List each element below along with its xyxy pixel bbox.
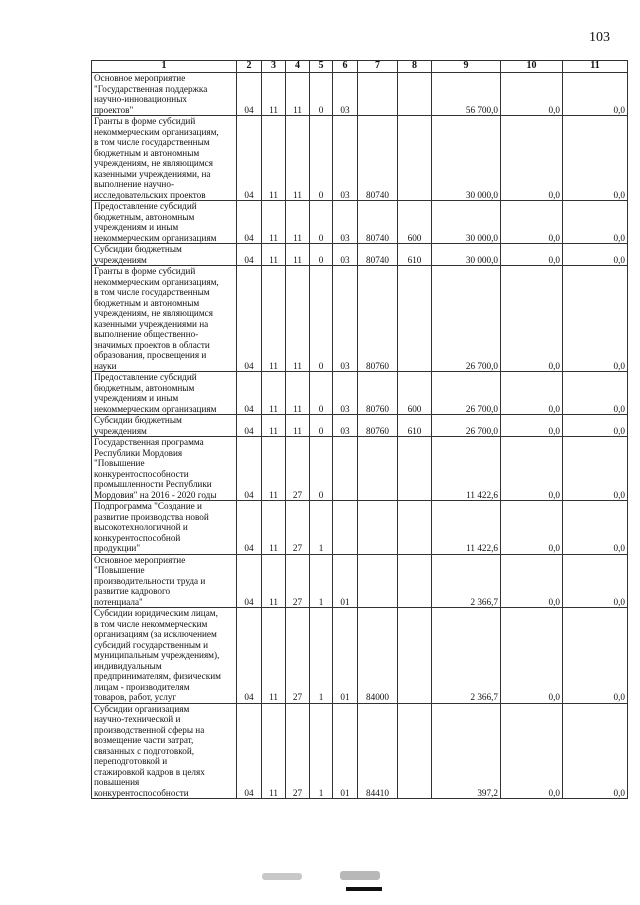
column-header-11: 11 (563, 61, 628, 73)
row-description: Предоставление субсидий бюджетным, автономным учреждениям и иным некоммерческим организациям (92, 372, 237, 415)
cell-c7: 80740 (358, 116, 398, 201)
table-row (92, 266, 628, 372)
cell-c4: 27 (286, 501, 310, 555)
cell-c5: 0 (310, 201, 333, 244)
cell-c6: 03 (333, 415, 358, 437)
row-description: Субсидии организациям научно-технической и производственной сферы на возмещение части затрат, связанных с подготовкой, переподготовкой и стажировкой кадров в целях повышения конкурентоспособности (92, 703, 237, 799)
cell-c9: 30 000,0 (432, 116, 501, 201)
cell-c3: 11 (262, 415, 286, 437)
column-header-6: 6 (333, 61, 358, 73)
cell-c7: 80760 (358, 266, 398, 372)
cell-c2: 04 (237, 372, 262, 415)
cell-c2: 04 (237, 703, 262, 799)
cell-c5: 0 (310, 372, 333, 415)
cell-c11: 0,0 (563, 501, 628, 555)
table-row (92, 501, 628, 555)
cell-c10: 0,0 (501, 501, 563, 555)
column-header-8: 8 (398, 61, 432, 73)
cell-c5: 1 (310, 703, 333, 799)
cell-c9: 30 000,0 (432, 244, 501, 266)
cell-c2: 04 (237, 437, 262, 501)
cell-c3: 11 (262, 201, 286, 244)
cell-c9: 11 422,6 (432, 501, 501, 555)
table-header-row (92, 61, 628, 73)
column-header-2: 2 (237, 61, 262, 73)
cell-c3: 11 (262, 608, 286, 704)
cell-c6: 01 (333, 608, 358, 704)
row-description: Субсидии бюджетным учреждениям (92, 244, 237, 266)
cell-c9: 11 422,6 (432, 437, 501, 501)
cell-c11: 0,0 (563, 415, 628, 437)
cell-c10: 0,0 (501, 73, 563, 116)
cell-c10: 0,0 (501, 372, 563, 415)
cell-c3: 11 (262, 116, 286, 201)
cell-c4: 11 (286, 73, 310, 116)
cell-c9: 397,2 (432, 703, 501, 799)
column-header-9: 9 (432, 61, 501, 73)
cell-c5: 0 (310, 266, 333, 372)
cell-c11: 0,0 (563, 703, 628, 799)
cell-c8 (398, 608, 432, 704)
cell-c6: 03 (333, 244, 358, 266)
cell-c11: 0,0 (563, 266, 628, 372)
row-description: Предоставление субсидий бюджетным, автономным учреждениям и иным некоммерческим организациям (92, 201, 237, 244)
cell-c8: 600 (398, 372, 432, 415)
cell-c4: 11 (286, 201, 310, 244)
cell-c11: 0,0 (563, 244, 628, 266)
table-row (92, 201, 628, 244)
cell-c5: 0 (310, 73, 333, 116)
cell-c9: 30 000,0 (432, 201, 501, 244)
table-row (92, 437, 628, 501)
cell-c8 (398, 703, 432, 799)
cell-c11: 0,0 (563, 608, 628, 704)
cell-c5: 1 (310, 501, 333, 555)
cell-c4: 11 (286, 266, 310, 372)
cell-c11: 0,0 (563, 73, 628, 116)
cell-c6 (333, 437, 358, 501)
cell-c2: 04 (237, 73, 262, 116)
row-description: Государственная программа Республики Мордовия "Повышение конкурентоспособности промышленности Республики Мордовия" на 2016 - 2020 годы (92, 437, 237, 501)
cell-c6: 03 (333, 372, 358, 415)
column-header-4: 4 (286, 61, 310, 73)
table-body (92, 73, 628, 799)
cell-c3: 11 (262, 73, 286, 116)
cell-c8 (398, 501, 432, 555)
cell-c10: 0,0 (501, 116, 563, 201)
cell-c5: 0 (310, 437, 333, 501)
row-description: Субсидии юридическим лицам, в том числе некоммерческим организациям (за исключением субсидий государственным и муниципальным учреждениям), индивидуальным предпринимателям, физическим лицам - производителям товаров, работ, услуг (92, 608, 237, 704)
cell-c2: 04 (237, 501, 262, 555)
table-row (92, 415, 628, 437)
cell-c5: 1 (310, 608, 333, 704)
cell-c7: 80760 (358, 372, 398, 415)
cell-c5: 0 (310, 415, 333, 437)
cell-c2: 04 (237, 608, 262, 704)
row-description: Гранты в форме субсидий некоммерческим организациям, в том числе государственным бюджетным и автономным учреждениям, не являющимся казенными учреждениями на выполнение общественно- значимых проектов в области образования, просвещения и науки (92, 266, 237, 372)
table-row (92, 73, 628, 116)
cell-c6: 03 (333, 201, 358, 244)
budget-table (91, 60, 628, 799)
cell-c4: 11 (286, 415, 310, 437)
cell-c4: 27 (286, 437, 310, 501)
cell-c6: 03 (333, 73, 358, 116)
cell-c6 (333, 501, 358, 555)
cell-c8: 610 (398, 244, 432, 266)
column-header-3: 3 (262, 61, 286, 73)
table-row (92, 608, 628, 704)
column-header-5: 5 (310, 61, 333, 73)
cell-c5: 0 (310, 116, 333, 201)
row-description: Основное мероприятие "Государственная поддержка научно-инновационных проектов" (92, 73, 237, 116)
column-header-10: 10 (501, 61, 563, 73)
cell-c4: 27 (286, 554, 310, 608)
cell-c8 (398, 73, 432, 116)
cell-c7 (358, 437, 398, 501)
cell-c10: 0,0 (501, 554, 563, 608)
cell-c3: 11 (262, 372, 286, 415)
cell-c7: 84410 (358, 703, 398, 799)
cell-c6: 01 (333, 703, 358, 799)
cell-c9: 2 366,7 (432, 608, 501, 704)
cell-c6: 01 (333, 554, 358, 608)
table-row (92, 116, 628, 201)
cell-c2: 04 (237, 415, 262, 437)
cell-c8 (398, 437, 432, 501)
cell-c8 (398, 554, 432, 608)
cell-c9: 26 700,0 (432, 415, 501, 437)
cell-c8: 600 (398, 201, 432, 244)
cell-c5: 0 (310, 244, 333, 266)
cell-c3: 11 (262, 437, 286, 501)
cell-c11: 0,0 (563, 437, 628, 501)
row-description: Основное мероприятие "Повышение производительности труда и развитие кадрового потенциала" (92, 554, 237, 608)
column-header-7: 7 (358, 61, 398, 73)
cell-c2: 04 (237, 244, 262, 266)
table-row (92, 372, 628, 415)
cell-c10: 0,0 (501, 244, 563, 266)
row-description: Субсидии бюджетным учреждениям (92, 415, 237, 437)
cell-c3: 11 (262, 501, 286, 555)
cell-c6: 03 (333, 266, 358, 372)
cell-c8: 610 (398, 415, 432, 437)
cell-c4: 27 (286, 608, 310, 704)
cell-c7: 80740 (358, 201, 398, 244)
cell-c7 (358, 501, 398, 555)
cell-c9: 2 366,7 (432, 554, 501, 608)
page-number: 103 (589, 30, 610, 45)
table-row (92, 244, 628, 266)
cell-c10: 0,0 (501, 608, 563, 704)
cell-c2: 04 (237, 266, 262, 372)
cell-c7: 84000 (358, 608, 398, 704)
cell-c3: 11 (262, 703, 286, 799)
table-row (92, 554, 628, 608)
cell-c10: 0,0 (501, 266, 563, 372)
cell-c6: 03 (333, 116, 358, 201)
cell-c3: 11 (262, 266, 286, 372)
cell-c7 (358, 554, 398, 608)
row-description: Гранты в форме субсидий некоммерческим организациям, в том числе государственным бюджетным и автономным учреждениям, не являющимся казенными учреждениями, на выполнение научно- исследовательских проектов (92, 116, 237, 201)
cell-c11: 0,0 (563, 554, 628, 608)
cell-c8 (398, 116, 432, 201)
cell-c3: 11 (262, 244, 286, 266)
cell-c10: 0,0 (501, 201, 563, 244)
column-header-1: 1 (92, 61, 237, 73)
cell-c4: 11 (286, 116, 310, 201)
cell-c2: 04 (237, 116, 262, 201)
cell-c10: 0,0 (501, 437, 563, 501)
cell-c3: 11 (262, 554, 286, 608)
cell-c9: 26 700,0 (432, 266, 501, 372)
cell-c4: 11 (286, 372, 310, 415)
cell-c9: 26 700,0 (432, 372, 501, 415)
cell-c11: 0,0 (563, 372, 628, 415)
cell-c7: 80740 (358, 244, 398, 266)
cell-c2: 04 (237, 554, 262, 608)
cell-c10: 0,0 (501, 415, 563, 437)
cell-c2: 04 (237, 201, 262, 244)
cell-c7: 80760 (358, 415, 398, 437)
cell-c4: 27 (286, 703, 310, 799)
cell-c9: 56 700,0 (432, 73, 501, 116)
scan-artifact (262, 871, 382, 893)
cell-c4: 11 (286, 244, 310, 266)
cell-c11: 0,0 (563, 201, 628, 244)
cell-c8 (398, 266, 432, 372)
cell-c10: 0,0 (501, 703, 563, 799)
cell-c7 (358, 73, 398, 116)
row-description: Подпрограмма "Создание и развитие производства новой высокотехнологичной и конкурентоспособной продукции" (92, 501, 237, 555)
cell-c5: 1 (310, 554, 333, 608)
cell-c11: 0,0 (563, 116, 628, 201)
table-row (92, 703, 628, 799)
